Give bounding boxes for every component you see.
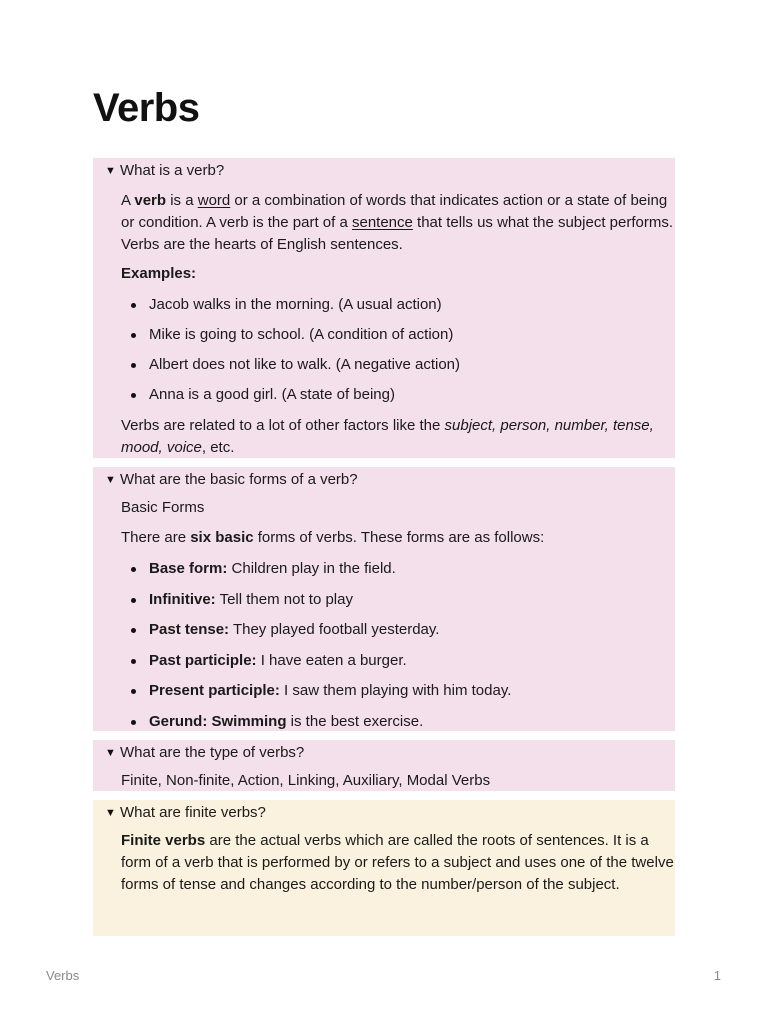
- intro-paragraph: [121, 527, 675, 549]
- page-title: Verbs: [93, 86, 200, 130]
- text-run: forms of verbs. These forms are as follows:: [253, 529, 545, 546]
- toggle-title: What are the basic forms of a verb?: [120, 471, 358, 488]
- toggle-body: [105, 830, 675, 896]
- text-run: Verbs are related to a lot of other factors like the: [121, 417, 445, 434]
- italic-terms: subject, person, number, tense, mood, voice: [121, 417, 654, 456]
- text-run: A: [121, 192, 135, 209]
- toggle-header-types-of-verbs[interactable]: [105, 744, 675, 762]
- outro-paragraph: [121, 415, 675, 459]
- examples-label: Examples:: [121, 265, 197, 282]
- triangle-down-icon[interactable]: ▼: [105, 474, 116, 486]
- triangle-down-icon[interactable]: ▼: [105, 747, 116, 759]
- toggle-block-types-of-verbs: [93, 740, 675, 791]
- list-item: Infinitive: Tell them not to play: [121, 589, 675, 611]
- footer-doc-name: Verbs: [46, 968, 80, 983]
- triangle-down-icon[interactable]: ▼: [105, 165, 116, 177]
- list-item: Mike is going to school. (A condition of action): [121, 324, 675, 346]
- list-item: Base form: Children play in the field.: [121, 558, 675, 580]
- bold-term: verb: [134, 192, 167, 209]
- list-item: Present participle: I saw them playing with him today.: [121, 680, 675, 702]
- toggle-block-basic-forms: [93, 467, 675, 731]
- list-item: Past participle: I have eaten a burger.: [121, 650, 675, 672]
- toggle-header-basic-forms[interactable]: [105, 471, 675, 489]
- underlined-word-link[interactable]: word: [197, 192, 231, 209]
- bold-term: Finite verbs: [121, 832, 206, 849]
- toggle-body: [105, 770, 675, 792]
- toggle-body: [105, 190, 675, 459]
- list-item: Jacob walks in the morning. (A usual action): [121, 294, 675, 316]
- examples-list: [121, 294, 675, 406]
- toggle-title: What are the type of verbs?: [120, 744, 305, 761]
- text-run: There are: [121, 529, 191, 546]
- text-run: are the actual verbs which are called the roots of sentences. It is a form of a verb that is performed by or refers to a subject and uses one of the twelve forms of tense and changes according to the number/person of the subject.: [121, 832, 674, 893]
- list-item: Past tense: They played football yesterday.: [121, 619, 675, 641]
- triangle-down-icon[interactable]: ▼: [105, 807, 116, 819]
- list-item: Anna is a good girl. (A state of being): [121, 384, 675, 406]
- definition-paragraph: [121, 190, 675, 256]
- underlined-sentence-link[interactable]: sentence: [351, 214, 413, 231]
- footer-page-number: 1: [713, 968, 721, 983]
- toggle-block-finite-verbs: [93, 800, 675, 936]
- types-paragraph: Finite, Non-finite, Action, Linking, Auxiliary, Modal Verbs: [121, 772, 491, 789]
- text-run: that tells us what the subject performs. Verbs are the hearts of English sentences.: [121, 214, 673, 253]
- subheading: Basic Forms: [121, 499, 205, 516]
- toggle-title: What are finite verbs?: [120, 804, 266, 821]
- bold-term: six basic: [190, 529, 254, 546]
- list-item: Albert does not like to walk. (A negative action): [121, 354, 675, 376]
- finite-paragraph: [121, 830, 675, 896]
- text-run: or a combination of words that indicates action or a state of being or condition. A verb is the part of a: [121, 192, 668, 231]
- text-run: , etc.: [201, 439, 235, 456]
- forms-list: [121, 558, 675, 733]
- toggle-header-finite-verbs[interactable]: [105, 804, 675, 822]
- list-item: Gerund: Swimming is the best exercise.: [121, 711, 675, 733]
- toggle-header-what-is-a-verb[interactable]: [105, 162, 675, 180]
- toggle-title: What is a verb?: [120, 162, 225, 179]
- toggle-block-what-is-a-verb: [93, 158, 675, 458]
- text-run: is a: [166, 192, 198, 209]
- toggle-body: [105, 497, 675, 733]
